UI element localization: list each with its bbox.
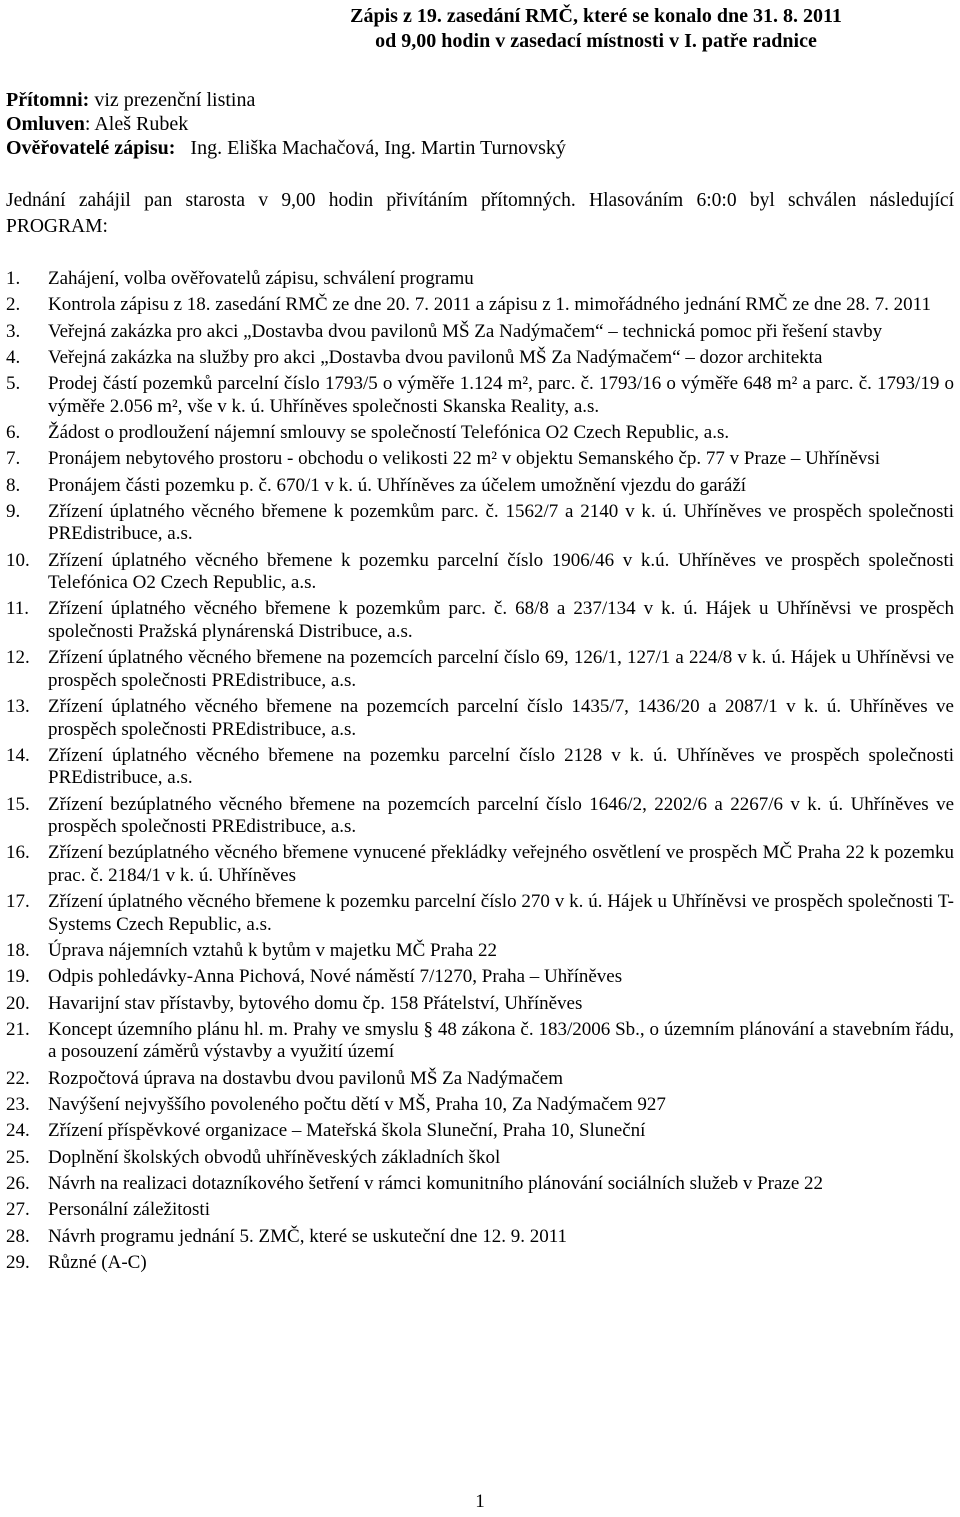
agenda-item-number: 3.: [6, 320, 21, 342]
agenda-item-text: Návrh na realizaci dotazníkového šetření v rámci komunitního plánování sociálních služeb v Praze 22: [48, 1172, 824, 1194]
agenda-item: [6, 1173, 954, 1196]
agenda-item: [6, 1147, 954, 1170]
agenda-item: [6, 347, 954, 370]
agenda-item-text: Zřízení příspěvkové organizace – Mateřská škola Sluneční, Praha 10, Sluneční: [48, 1120, 646, 1142]
verifiers-row: [6, 136, 954, 160]
agenda-item: [6, 940, 954, 963]
agenda-item-text: Zřízení úplatného věcného břemene na pozemcích parcelní číslo 1435/7, 1436/20 a 2087/1 v k. ú. Uhříněves ve prospěch společnosti PREdistribuce, a.s.: [48, 696, 954, 740]
agenda-item: [6, 475, 954, 498]
agenda-item: [6, 501, 954, 546]
header-title: Zápis z 19. zasedání RMČ, které se konalo dne 31. 8. 2011: [350, 5, 842, 27]
agenda-item: [6, 550, 954, 595]
agenda-item-number: 6.: [6, 421, 21, 443]
agenda-item-number: 8.: [6, 474, 21, 496]
agenda-item-text: Rozpočtová úprava na dostavbu dvou pavilonů MŠ Za Nadýmačem: [48, 1067, 563, 1089]
document-header: [6, 4, 954, 54]
agenda-item-text: Návrh programu jednání 5. ZMČ, které se uskuteční dne 12. 9. 2011: [48, 1225, 568, 1247]
agenda-item-text: Zřízení úplatného věcného břemene k pozemkům parc. č. 68/8 a 237/134 v k. ú. Hájek u Uhříněvsi ve prospěch společnosti Pražská plynárenská Distribuce, a.s.: [48, 598, 954, 642]
agenda-item-text: Navýšení nejvyššího povoleného počtu dětí v MŠ, Praha 10, Za Nadýmačem 927: [48, 1094, 666, 1116]
agenda-item-number: 1.: [6, 268, 21, 289]
agenda-item: [6, 842, 954, 887]
agenda-item: [6, 373, 954, 418]
agenda-item-text: Různé (A-C): [48, 1251, 147, 1273]
excused-value: : Aleš Rubek: [84, 113, 189, 135]
intro-paragraph: Jednání zahájil pan starosta v 9,00 hodin přivítáním přítomných. Hlasováním 6:0:0 byl schválen následující PROGRAM:: [6, 190, 954, 237]
agenda-item-number: 28.: [6, 1225, 30, 1247]
header-subtitle: od 9,00 hodin v zasedací místnosti v I. patře radnice: [375, 30, 817, 52]
present-value: viz prezenční listina: [89, 89, 256, 111]
page-number: 1: [475, 1491, 485, 1512]
agenda-item: [6, 1226, 954, 1249]
agenda-item: [6, 598, 954, 643]
present-row: [6, 88, 954, 112]
agenda-item-number: 23.: [6, 1094, 30, 1116]
agenda-item: [6, 268, 954, 291]
agenda-item-number: 18.: [6, 940, 30, 962]
agenda-item-text: Zřízení bezúplatného věcného břemene vynucené překládky veřejného osvětlení ve prospěch MČ Praha 22 k pozemku prac. č. 2184/1 v k. ú. Uhříněves: [48, 842, 954, 886]
agenda-item-text: Doplnění školských obvodů uhříněveských základních škol: [48, 1146, 501, 1168]
agenda-item-text: Zahájení, volba ověřovatelů zápisu, schválení programu: [48, 268, 474, 289]
agenda-item: [6, 696, 954, 741]
agenda-item-number: 2.: [6, 294, 21, 316]
agenda-item-text: Zřízení úplatného věcného břemene k pozemkům parc. č. 1562/7 a 2140 v k. ú. Uhříněves ve prospěch společnosti PREdistribuce, a.s.: [48, 500, 954, 545]
agenda-item: [6, 891, 954, 936]
agenda-item-number: 12.: [6, 647, 30, 669]
agenda-item: [6, 647, 954, 692]
agenda-item-text: Pronájem nebytového prostoru - obchodu o velikosti 22 m² v objektu Semanského čp. 77 v Praze – Uhříněvsi: [48, 448, 881, 470]
agenda-item-number: 22.: [6, 1067, 30, 1089]
agenda-item-number: 21.: [6, 1018, 30, 1040]
agenda-item: [6, 1019, 954, 1064]
agenda-item-number: 7.: [6, 448, 21, 470]
agenda-item-text: Zřízení úplatného věcného břemene na pozemcích parcelní číslo 69, 126/1, 127/1 a 224/8 v k. ú. Hájek u Uhříněvsi ve prospěch společnosti PREdistribuce, a.s.: [48, 647, 954, 691]
agenda-item: [6, 1252, 954, 1275]
agenda-item: [6, 794, 954, 839]
agenda-item-text: Prodej částí pozemků parcelní číslo 1793/5 o výměře 1.124 m², parc. č. 1793/16 o výměře 648 m² a parc. č. 1793/19 o výměře 2.056 m², vše v k. ú. Uhříněves společnosti Skanska Reality, a.s.: [48, 373, 954, 417]
agenda-item: [6, 1094, 954, 1117]
agenda-item-number: 4.: [6, 346, 21, 368]
agenda-item: [6, 422, 954, 445]
agenda-list: [6, 268, 954, 1274]
agenda-item: [6, 966, 954, 989]
agenda-item-text: Zřízení úplatného věcného břemene na pozemku parcelní číslo 2128 v k. ú. Uhříněves ve prospěch společnosti PREdistribuce, a.s.: [48, 744, 954, 789]
agenda-item: [6, 745, 954, 790]
agenda-item-number: 20.: [6, 992, 30, 1014]
agenda-item-number: 10.: [6, 549, 30, 571]
agenda-item-number: 13.: [6, 696, 30, 718]
agenda-item-text: Veřejná zakázka na služby pro akci „Dostavba dvou pavilonů MŠ Za Nadýmačem“ – dozor architekta: [48, 346, 823, 368]
agenda-item-number: 29.: [6, 1251, 30, 1273]
agenda-item-number: 15.: [6, 793, 30, 815]
agenda-item: [6, 321, 954, 344]
agenda-item: [6, 1068, 954, 1091]
agenda-item: [6, 993, 954, 1016]
agenda-item-number: 19.: [6, 966, 30, 988]
attendance-block: [6, 88, 954, 160]
agenda-item-text: Veřejná zakázka pro akci „Dostavba dvou pavilonů MŠ Za Nadýmačem“ – technická pomoc při řešení stavby: [48, 320, 883, 342]
agenda-item: [6, 294, 954, 317]
agenda-item-number: 16.: [6, 842, 30, 864]
agenda-item: [6, 448, 954, 471]
agenda-item-text: Odpis pohledávky-Anna Pichová, Nové náměstí 7/1270, Praha – Uhříněves: [48, 966, 623, 988]
excused-row: [6, 112, 954, 136]
verifiers-value: Ing. Eliška Machačová, Ing. Martin Turnovský: [175, 137, 566, 159]
agenda-item-number: 14.: [6, 744, 30, 766]
agenda-item-text: Koncept územního plánu hl. m. Prahy ve smyslu § 48 zákona č. 183/2006 Sb., o územním plánování a stavebním řádu, a posouzení záměrů výstavby a využití území: [48, 1018, 954, 1063]
verifiers-label: Ověřovatelé zápisu:: [6, 137, 176, 159]
agenda-item-text: Zřízení úplatného věcného břemene k pozemku parcelní číslo 270 v k. ú. Hájek u Uhříněvsi ve prospěch společnosti T-Systems Czech Republic, a.s.: [48, 891, 954, 935]
agenda-item-number: 26.: [6, 1172, 30, 1194]
agenda-item-text: Úprava nájemních vztahů k bytům v majetku MČ Praha 22: [48, 940, 498, 962]
agenda-item-number: 27.: [6, 1199, 30, 1221]
agenda-item: [6, 1199, 954, 1222]
agenda-item-number: 24.: [6, 1120, 30, 1142]
agenda-item-number: 9.: [6, 500, 21, 522]
agenda-item-number: 11.: [6, 598, 30, 620]
agenda-item-number: 17.: [6, 891, 30, 913]
present-label: Přítomni:: [6, 89, 90, 111]
agenda-item-number: 5.: [6, 373, 21, 395]
agenda-item-number: 25.: [6, 1146, 30, 1168]
agenda-item-text: Zřízení bezúplatného věcného břemene na pozemcích parcelní číslo 1646/2, 2202/6 a 2267/6 v k. ú. Uhříněves ve prospěch společnosti PREdistribuce, a.s.: [48, 793, 954, 838]
agenda-item-text: Zřízení úplatného věcného břemene k pozemku parcelní číslo 1906/46 v k.ú. Uhříněves ve prospěch společnosti Telefónica O2 Czech Republic, a.s.: [48, 549, 954, 594]
agenda-item: [6, 1120, 954, 1143]
excused-label: Omluven: [6, 113, 85, 135]
agenda-item-text: Žádost o prodloužení nájemní smlouvy se společností Telefónica O2 Czech Republic, a.s.: [48, 421, 730, 443]
agenda-item-text: Kontrola zápisu z 18. zasedání RMČ ze dne 20. 7. 2011 a zápisu z 1. mimořádného jednání RMČ ze dne 28. 7. 2011: [48, 294, 931, 316]
agenda-item-text: Havarijní stav přístavby, bytového domu čp. 158 Přátelství, Uhříněves: [48, 992, 583, 1014]
agenda-item-text: Personální záležitosti: [48, 1199, 210, 1221]
agenda-item-text: Pronájem části pozemku p. č. 670/1 v k. ú. Uhříněves za účelem umožnění vjezdu do garáží: [48, 474, 747, 496]
